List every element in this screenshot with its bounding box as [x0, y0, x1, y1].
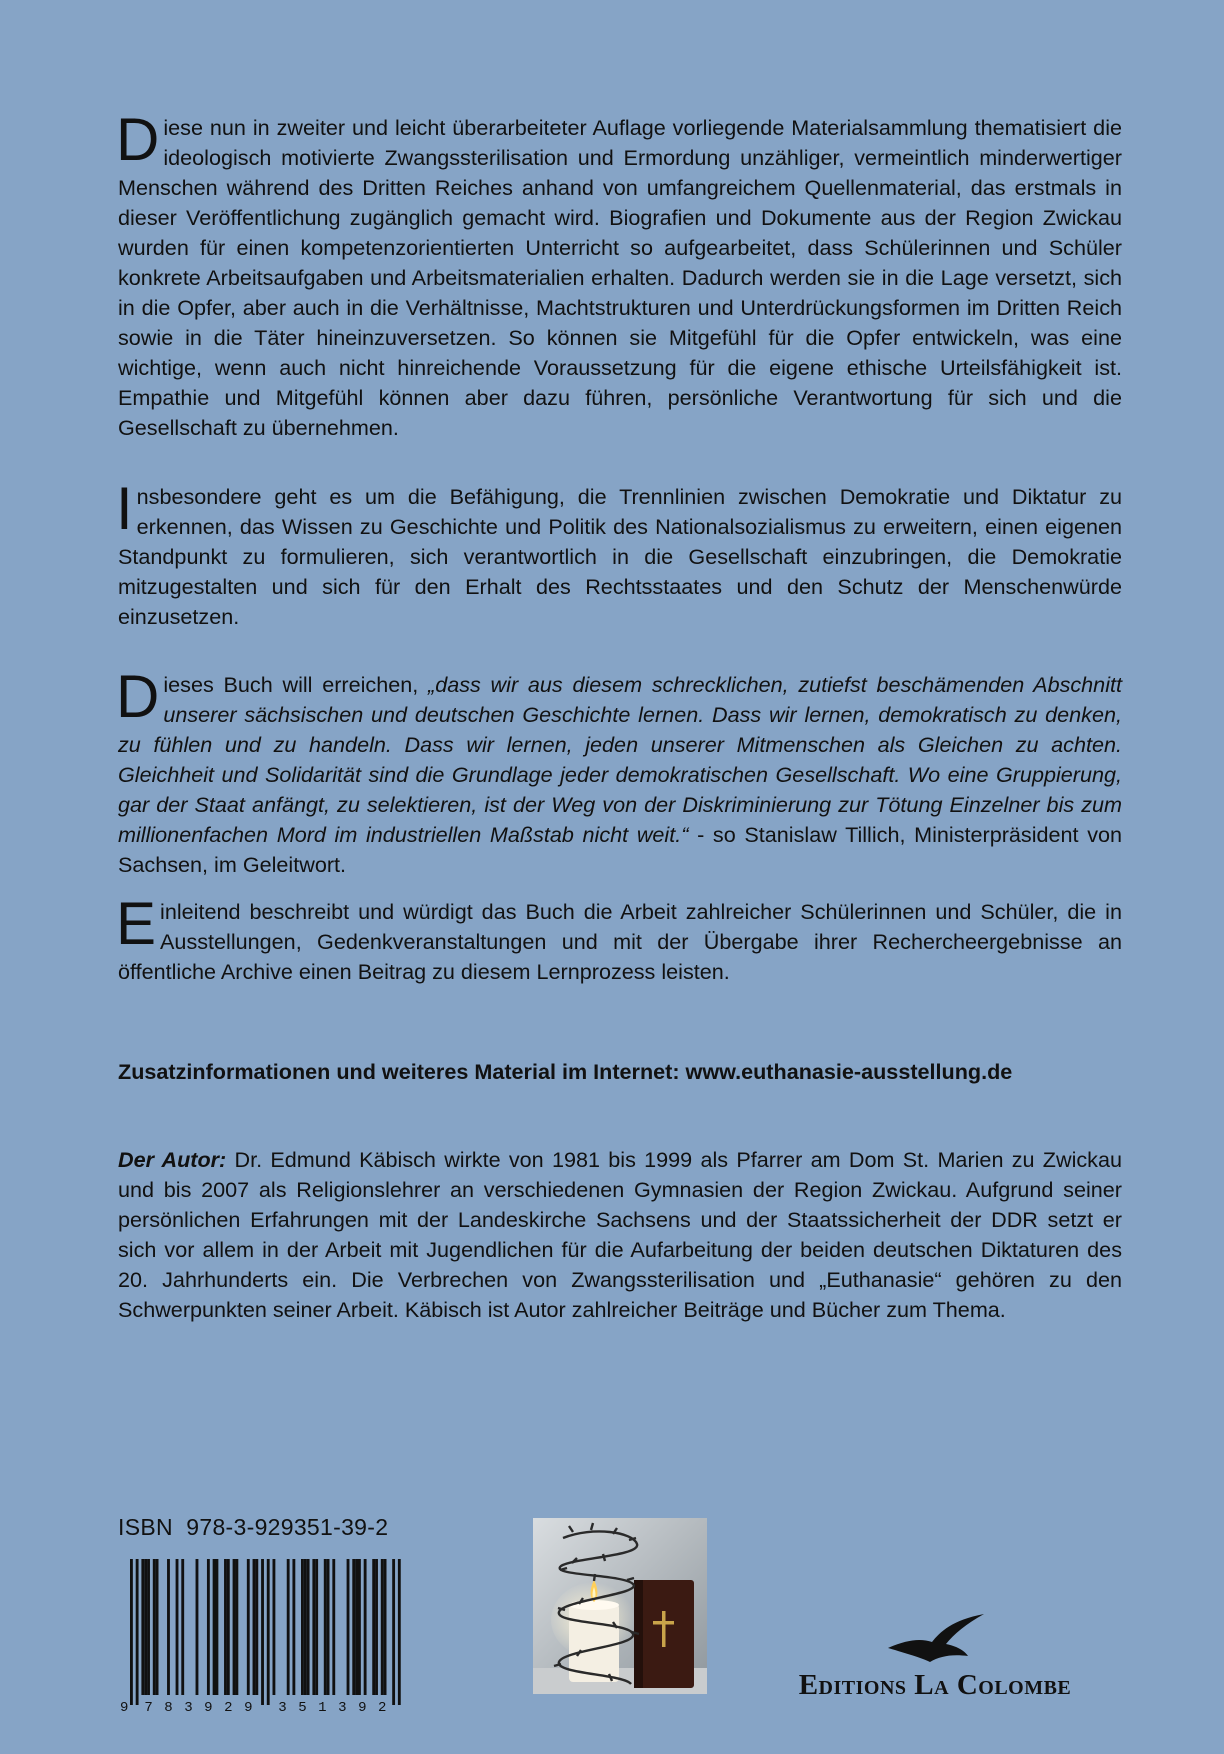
drop-cap: E — [116, 890, 157, 957]
barcode-bar — [267, 1559, 270, 1705]
barcode-bar — [372, 1559, 375, 1695]
barcode-bar — [324, 1559, 327, 1695]
barcode-bar — [292, 1559, 295, 1695]
blurb-paragraph-2 — [116, 475, 1122, 632]
barcode-bar — [130, 1559, 133, 1705]
paragraph-intro: ieses Buch will erreichen, — [163, 672, 428, 697]
author-label: Der Autor: — [118, 1147, 227, 1172]
barcode-bar — [307, 1559, 310, 1695]
blurb-paragraph-quote — [116, 663, 1123, 880]
barcode-bar — [364, 1559, 367, 1695]
barcode-bar — [224, 1559, 227, 1695]
barcode-bar — [167, 1559, 170, 1695]
barcode-bar — [304, 1559, 307, 1695]
barcode-bar — [398, 1559, 401, 1705]
barcode-digit: 2 — [378, 1700, 387, 1713]
isbn-barcode — [118, 1559, 418, 1713]
barcode-bar — [216, 1559, 219, 1695]
publisher-name: Editions La Colombe — [798, 1669, 1072, 1701]
barcode-bar — [181, 1559, 184, 1695]
paragraph-text: nsbesondere geht es um die Befähigung, die Trennlinien zwischen Demokratie und Diktatur zu erkennen, das Wissen zu Geschichte und Politik des Nationalsozialismus zu erweitern, einen eigenen Standpunkt zu formulieren, sich verantwortlich in die Gesellschaft einzubringen, die Demokratie mitzugestalten und sich für den Erhalt des Rechtsstaates und den Schutz der Menschenwürde einzusetzen. — [118, 484, 1122, 629]
publisher-logo — [746, 1612, 1124, 1702]
tillich-quote: „dass wir aus diesem schrecklichen, zutiefst beschämenden Abschnitt unserer sächsischen und deutschen Geschichte lernen. Dass wir lernen, demokratisch zu denken, zu fühlen und zu handeln. Dass wir lernen, jeden unserer Mitmenschen als Gleichen zu achten. Gleichheit und Solidarität sind die Grundlage jeder demokratischen Gesellschaft. Wo eine Gruppierung, gar der Staat anfängt, zu selektieren, ist der Weg von der Diskriminierung zur Tötung Einzelner bis zum millionenfachen Mord im industriellen Maßstab nicht weit.“ — [118, 672, 1122, 847]
barcode-bar — [207, 1559, 210, 1695]
author-bio — [118, 1145, 1122, 1325]
barcode-bar — [227, 1559, 230, 1695]
barcode-digit: 3 — [338, 1700, 347, 1713]
drop-cap: I — [116, 475, 133, 542]
author-bio-text: Dr. Edmund Käbisch wirkte von 1981 bis 1999 als Pfarrer am Dom St. Marien zu Zwickau und bis 2007 als Religionslehrer an verschiedenen Gymnasien der Region Zwickau. Aufgrund seiner persönlichen Erfahrungen mit der Landeskirche Sachsens und der Staatssicherheit der DDR setzt er sich vor allem in der Arbeit mit Jugendlichen für die Aufarbeitung der beiden deutschen Diktaturen des 20. Jahrhunderts ein. Die Verbrechen von Zwangssterilisation und „Euthanasie“ gehören zu den Schwerpunkten seiner Arbeit. Käbisch ist Autor zahlreicher Beiträge und Bücher zum Thema. — [118, 1147, 1123, 1322]
barcode-digit: 9 — [204, 1700, 213, 1713]
blurb-paragraph-4 — [116, 890, 1122, 987]
barcode-bar — [247, 1559, 250, 1695]
barcode-bar — [381, 1559, 384, 1695]
barcode-bar — [355, 1559, 358, 1695]
barcode-bar — [196, 1559, 199, 1695]
barcode-bar — [347, 1559, 350, 1695]
isbn-line — [118, 1512, 388, 1542]
barcode-bar — [352, 1559, 355, 1695]
barcode-digit: 9 — [120, 1700, 129, 1713]
barcode-bar — [156, 1559, 159, 1695]
isbn-number: 978-3-929351-39-2 — [186, 1514, 389, 1540]
barcode-digit: 8 — [164, 1700, 173, 1713]
barcode-bar — [287, 1559, 290, 1695]
drop-cap: D — [116, 106, 160, 173]
drop-cap: D — [116, 663, 160, 730]
isbn-label: ISBN — [118, 1514, 173, 1540]
quote-attribution: - so Stanislaw Tillich, Ministerpräsident von Sachsen, im Geleitwort. — [118, 822, 1123, 877]
barcode-digit: 9 — [358, 1700, 367, 1713]
paragraph-text: inleitend beschreibt und würdigt das Buch die Arbeit zahlreicher Schülerinnen und Schüler, die in Ausstellungen, Gedenkveranstaltungen und mit der Übergabe ihrer Rechercheergebnisse an öffentliche Archive einen Beitrag zu diesem Lernprozess leisten. — [118, 899, 1122, 984]
barcode-bar — [301, 1559, 304, 1695]
barcode-bar — [327, 1559, 330, 1695]
blurb-paragraph-1 — [116, 106, 1122, 443]
barcode-digits — [120, 1700, 386, 1713]
barcode-bar — [375, 1559, 378, 1695]
barcode-bar — [273, 1559, 276, 1695]
barcode-bar — [235, 1559, 238, 1695]
barcode-digit: 3 — [184, 1700, 193, 1713]
barcode-bar — [315, 1559, 318, 1695]
barcode-bar — [392, 1559, 395, 1705]
barcode-bars — [130, 1559, 401, 1705]
barcode-digit: 3 — [278, 1700, 287, 1713]
barcode-bar — [144, 1559, 147, 1695]
barcode-digit: 1 — [318, 1700, 327, 1713]
barcode-bar — [213, 1559, 216, 1695]
barcode-bar — [253, 1559, 256, 1695]
barcode-digit: 2 — [224, 1700, 233, 1713]
barcode-bar — [384, 1559, 387, 1695]
website-info-line: Zusatzinformationen und weiteres Material im Internet: www.euthanasie-ausstellung.de — [118, 1059, 1013, 1084]
barcode-digit: 9 — [244, 1700, 253, 1713]
barcode-bar — [153, 1559, 156, 1695]
paragraph-text: iese nun in zweiter und leicht überarbeiteter Auflage vorliegende Materialsammlung thematisiert die ideologisch motivierte Zwangssterilisation und Ermordung unzähliger, vermeintlich minderwertiger Menschen während des Dritten Reiches anhand von umfangreichem Quellenmaterial, das erstmals in dieser Veröffentlichung zugänglich gemacht wird. Biografien und Dokumente aus der Region Zwickau wurden für einen kompetenzorientierten Unterricht so aufgearbeitet, dass Schülerinnen und Schüler konkrete Arbeitsaufgaben und Arbeitsmaterialien erhalten. Dadurch werden sie in die Lage versetzt, sich in die Opfer, aber auch in die Verhältnisse, Machtstrukturen und Unterdrückungsformen im Dritten Reich sowie in die Täter hineinzuversetzen. So können sie Mitgefühl für die Opfer entwickeln, was eine wichtige, wenn auch nicht hinreichende Voraussetzung für die eigene ethische Urteilsfähigkeit ist. Empathie und Mitgefühl können aber dazu führen, persönliche Verantwortung für sich und die Gesellschaft zu übernehmen. — [118, 115, 1122, 440]
barcode-bar — [312, 1559, 315, 1695]
barcode-bar — [261, 1559, 264, 1705]
barcode-bar — [176, 1559, 179, 1695]
barcode-bar — [141, 1559, 144, 1695]
barcode-bar — [332, 1559, 335, 1695]
bible-image — [634, 1580, 694, 1688]
dove-icon — [886, 1612, 986, 1670]
barcode-bar — [358, 1559, 361, 1695]
cover-photo-candle-barbed-wire — [533, 1518, 707, 1694]
barcode-digit: 5 — [298, 1700, 307, 1713]
barcode-digit: 7 — [144, 1700, 153, 1713]
barcode-bar — [233, 1559, 236, 1695]
barcode-bar — [255, 1559, 258, 1695]
barcode-bar — [136, 1559, 139, 1705]
barcode-bar — [147, 1559, 150, 1695]
